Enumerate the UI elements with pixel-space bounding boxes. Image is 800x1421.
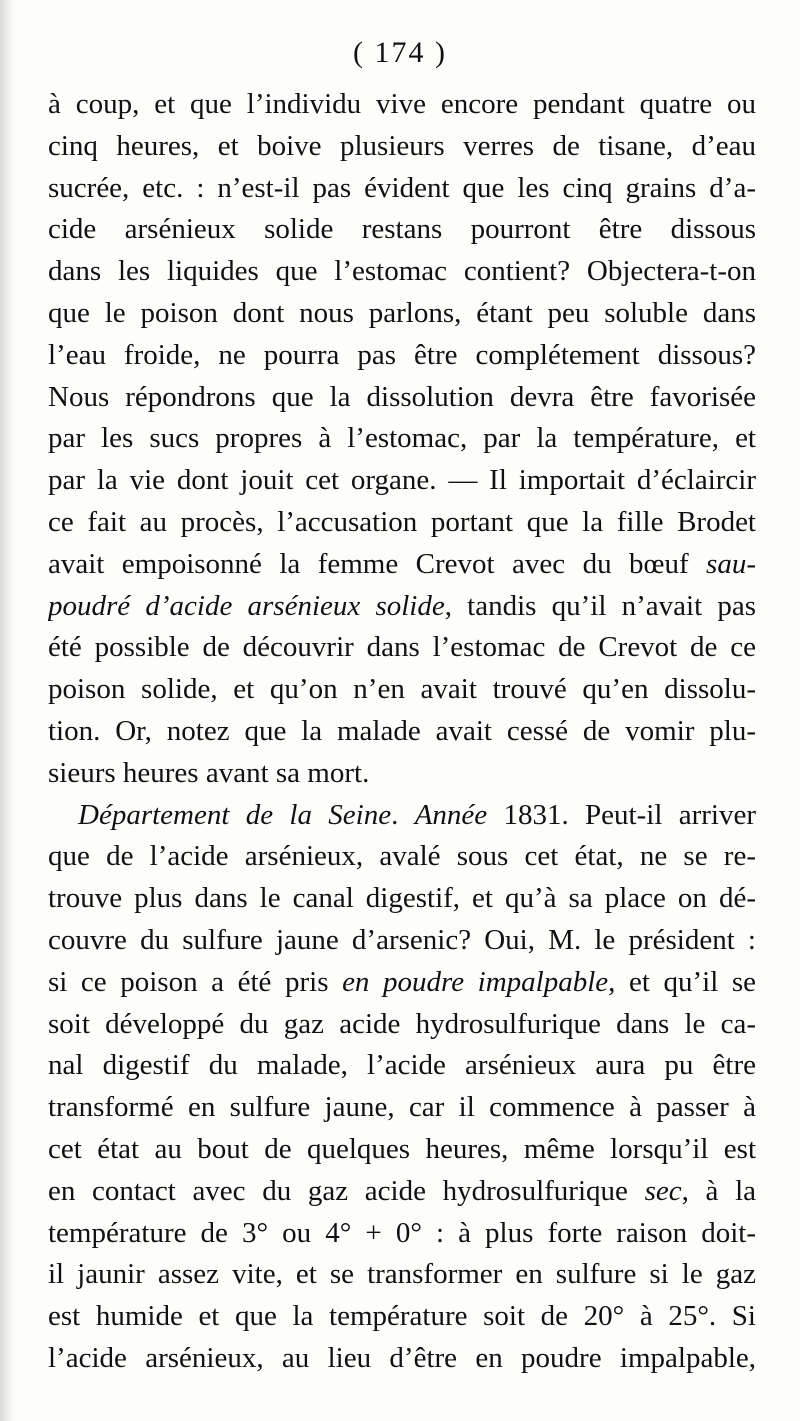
text-line: si ce poison a été pris en poudre impalpable, et qu’il se — [48, 965, 756, 998]
text-line: température de 3° ou 4° + 0° : à plus forte raison doit- — [48, 1216, 756, 1249]
text-line: il jaunir assez vite, et se transformer en sulfure si le gaz — [48, 1258, 756, 1291]
text-line: nal digestif du malade, l’acide arsénieux aura pu être — [48, 1049, 756, 1082]
body-text — [48, 84, 756, 1380]
text-line: par la vie dont jouit cet organe. — Il importait d’éclaircir — [48, 464, 756, 497]
text-line: à coup, et que l’individu vive encore pendant quatre ou — [48, 88, 756, 120]
italic-phrase: poudré d’acide arsénieux solide — [48, 589, 445, 622]
page-gutter-shadow — [0, 0, 14, 1421]
text-line: par les sucs propres à l’estomac, par la température, et — [48, 422, 756, 455]
text-line: poudré d’acide arsénieux solide, tandis qu’il n’avait pas — [48, 589, 756, 622]
paragraph-end-line: sieurs heures avant sa mort. — [48, 756, 370, 789]
text-line: trouve plus dans le canal digestif, et qu’à sa place on dé- — [48, 882, 756, 915]
text-line: cet état au bout de quelques heures, même lorsqu’il est — [48, 1132, 756, 1165]
text-line: Nous répondrons que la dissolution devra être favorisée — [48, 380, 756, 413]
text-line: sucrée, etc. : n’est-il pas évident que les cinq grains d’a- — [48, 171, 756, 204]
text-line: l’acide arsénieux, au lieu d’être en poudre impalpable, — [48, 1341, 756, 1374]
italic-phrase: sau- — [706, 547, 756, 580]
section-heading-line: Département de la Seine. Année 1831. Peut-il arriver — [78, 798, 756, 831]
text-line: cide arsénieux solide restans pourront être dissous — [48, 213, 756, 246]
italic-phrase: sec — [644, 1174, 682, 1207]
text-line: couvre du sulfure jaune d’arsenic? Oui, M. le président : — [48, 923, 756, 956]
text-line: soit développé du gaz acide hydrosulfurique dans le ca- — [48, 1007, 756, 1040]
department-label: Département de la Seine — [78, 798, 392, 831]
text-line: transformé en sulfure jaune, car il commence à passer à — [48, 1091, 756, 1124]
page-number: ( 174 ) — [353, 36, 447, 69]
text-line: ce fait au procès, l’accusation portant que la fille Brodet — [48, 505, 756, 538]
year-label: Année — [414, 798, 488, 831]
text-line: en contact avec du gaz acide hydrosulfurique sec, à la — [48, 1174, 756, 1207]
text-line: avait empoisonné la femme Crevot avec du bœuf sau- — [48, 547, 756, 580]
text-line: que de l’acide arsénieux, avalé sous cet état, ne se re- — [48, 840, 756, 873]
text-line: été possible de découvrir dans l’estomac de Crevot de ce — [48, 631, 756, 664]
italic-phrase: en poudre impalpable — [342, 965, 609, 998]
text-line: cinq heures, et boive plusieurs verres de tisane, d’eau — [48, 129, 756, 162]
text-line: l’eau froide, ne pourra pas être complétement dissous? — [48, 338, 756, 371]
text-line: dans les liquides que l’estomac contient? Objectera-t-on — [48, 255, 756, 288]
text-line: tion. Or, notez que la malade avait cessé de vomir plu- — [48, 714, 756, 747]
text-line: que le poison dont nous parlons, étant peu soluble dans — [48, 296, 756, 329]
text-line: est humide et que la température soit de 20° à 25°. Si — [48, 1300, 756, 1333]
text-line: poison solide, et qu’on n’en avait trouvé qu’en dissolu- — [48, 673, 756, 706]
